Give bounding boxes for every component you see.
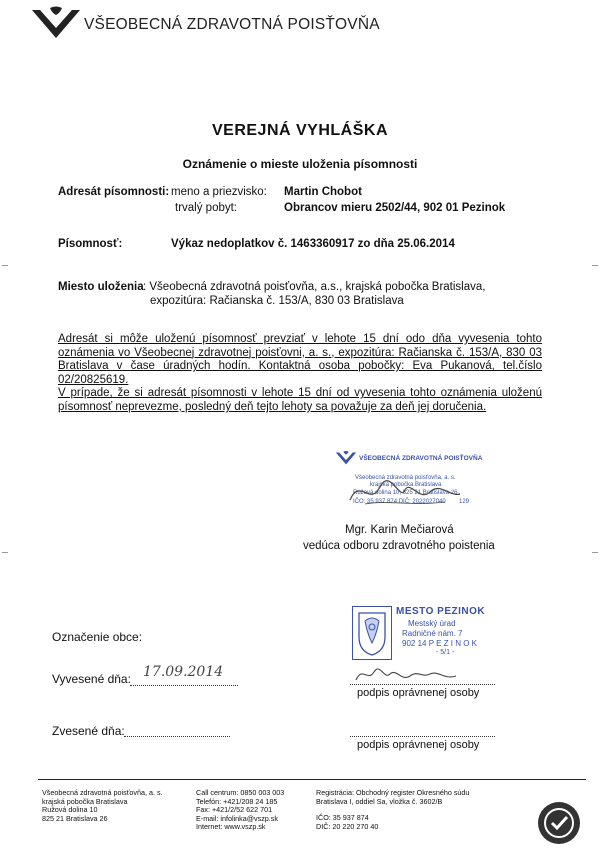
footer-col-address	[42, 789, 163, 823]
signatory-position: vedúca odboru zdravotného poistenia	[303, 540, 495, 552]
notice-paragraph-1: Adresát si môže uloženú písomnosť prevziať v lehote 15 dní odo dňa vyvesenia tohto oznámenia vo Všeobecnej zdravotnej poisťovni, a. s., expozitúra: Račianska č. 153/A, 830 03 Bratislava v čase úradných hodín. Kontaktná osoba pobočky: Eva Pukanová, tel.číslo 02/20825619.	[58, 333, 542, 386]
footer-line: Telefón: +421/208 24 185	[196, 796, 278, 806]
signatory-name: Mgr. Karin Mečiarová	[345, 524, 454, 536]
vszp-stamp-line4: IČO: 35 937 874 DIČ: 2022027040	[353, 499, 446, 505]
posted-date: 17.09.2014	[143, 664, 224, 680]
address-value: Obrancov mieru 2502/44, 902 01 Pezinok	[284, 202, 506, 214]
removed-date-line	[124, 736, 230, 737]
certification-badge-icon	[536, 800, 582, 846]
coat-of-arms-icon	[353, 607, 391, 659]
notice-paragraph-2: V prípade, že si adresát písomnosti v lehote 15 dní od vyvesenia tohto oznámenia uloženú písomnosť neprevezme, posledný deň tejto lehoty sa považuje za deň jej doručenia.	[58, 387, 542, 413]
storage-label: Miesto uloženia	[58, 281, 144, 293]
vszp-stamp-line2: krajská pobočka Bratislava	[370, 482, 442, 488]
footer-line: DIČ: 20 220 270 40	[316, 821, 379, 831]
left-edge-mark	[2, 265, 8, 266]
left-edge-mark	[2, 552, 8, 553]
town-stamp-line5: - 5/1 -	[436, 649, 455, 656]
storage-line2: expozitúra: Račianska č. 153/A, 830 03 Bratislava	[150, 295, 404, 307]
page-subtitle: Oznámenie o mieste uloženia písomnosti	[182, 157, 418, 171]
posted-date-line	[130, 685, 238, 686]
footer-line: IČO: 35 937 874	[316, 813, 369, 823]
footer-divider	[38, 779, 586, 780]
footer-line: Registrácia: Obchodný register Okresného súdu	[316, 788, 470, 797]
page-title: VEREJNÁ VYHLÁŠKA	[211, 122, 389, 139]
name-value: Martin Chobot	[284, 186, 362, 198]
vszp-stamp-number: 129	[459, 499, 470, 505]
certification-badge	[536, 800, 582, 846]
storage-line1: : Všeobecná zdravotná poisťovňa, a.s., krajská pobočka Bratislava,	[143, 281, 486, 293]
town-signature	[352, 662, 462, 686]
vszp-stamp-line3: Ružová dolina 10, 825 21 Bratislava 26	[353, 490, 458, 496]
town-stamp-line1: MESTO PEZINOK	[396, 606, 486, 617]
footer-col-contact	[196, 789, 284, 832]
footer-line: Bratislava I, oddiel Sa, vložka č. 3602/B	[316, 796, 443, 806]
posted-signature-line	[350, 684, 495, 685]
signature-caption-1: podpis oprávnenej osoby	[357, 687, 480, 699]
signature-caption-2: podpis oprávnenej osoby	[357, 739, 480, 751]
footer-line: Call centrum: 0850 003 003	[196, 788, 285, 797]
footer-line: Internet: www.vszp.sk	[196, 822, 266, 832]
posted-label: Vyvesené dňa:	[52, 672, 131, 686]
notice-text	[58, 333, 542, 415]
footer-line: Ružová dolina 10	[42, 805, 98, 815]
removed-signature-line	[350, 736, 495, 737]
address-label: trvalý pobyt:	[175, 202, 237, 214]
town-stamp-line3: Radničné nám. 7	[402, 629, 463, 638]
header-logo-text: VŠEOBECNÁ ZDRAVOTNÁ POISŤOVŇA	[84, 16, 380, 33]
document-label: Písomnosť:	[58, 238, 123, 250]
vszp-logo-icon	[30, 6, 82, 40]
vszp-stamp-logo-icon	[335, 450, 357, 466]
name-label: meno a priezvisko:	[171, 186, 267, 198]
town-stamp	[352, 606, 502, 662]
document-value: Výkaz nedoplatkov č. 1463360917 zo dňa 25.06.2014	[171, 238, 455, 250]
right-edge-mark	[592, 552, 598, 553]
footer-line: 825 21 Bratislava 26	[42, 813, 108, 823]
vszp-stamp-line1: Všeobecná zdravotná poisťovňa, a. s.	[355, 475, 456, 481]
vszp-logo	[30, 6, 82, 40]
vszp-stamp-logo-text: VŠEOBECNÁ ZDRAVOTNÁ POISŤOVŇA	[359, 455, 483, 462]
town-stamp-line2: Mestský úrad	[408, 619, 456, 628]
footer-col-registration	[316, 789, 469, 831]
footer-line: Fax: +421/2/52 622 701	[196, 805, 273, 815]
town-stamp-line4: 902 14 P E Z I N O K	[402, 639, 477, 648]
municipality-label: Označenie obce:	[52, 630, 143, 644]
director-signature	[345, 472, 465, 512]
addressee-label: Adresát písomnosti:	[58, 186, 170, 198]
footer-line: E-mail: infolinka@vszp.sk	[196, 813, 278, 823]
footer-line: Všeobecná zdravotná poisťovňa, a. s.	[42, 788, 163, 797]
footer-line: krajská pobočka Bratislava	[42, 796, 128, 806]
removed-label: Zvesené dňa:	[52, 724, 125, 738]
town-coat-of-arms	[352, 606, 392, 660]
right-edge-mark	[592, 265, 598, 266]
